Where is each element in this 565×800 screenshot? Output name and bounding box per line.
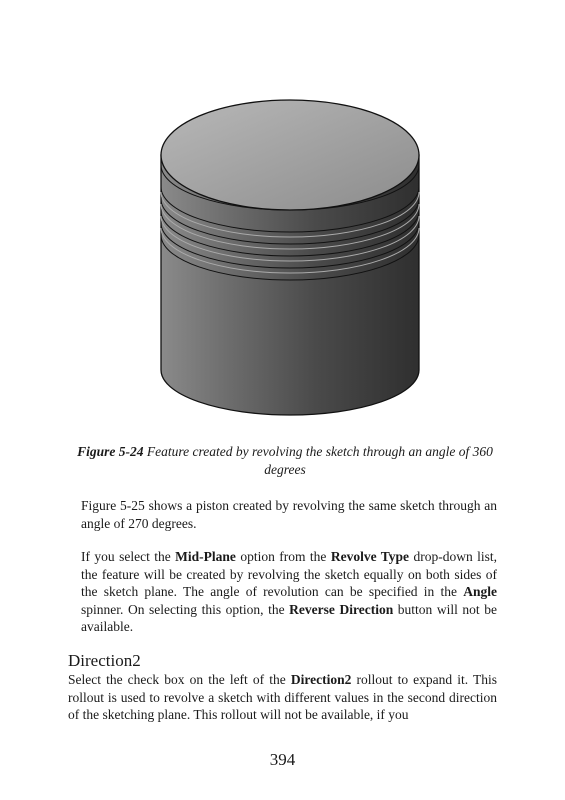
- text-run: spinner. On selecting this option, the: [81, 601, 290, 617]
- text-run: rollout to expand it. This rollout is used to revolve a sketch with different values in the second direction of the sketching plane. This rollout will not be available, if you: [68, 672, 497, 722]
- paragraph-mid-plane: [81, 548, 497, 636]
- term-revolve-type: Revolve Type: [330, 549, 410, 564]
- term-direction2: Direction2: [290, 672, 352, 687]
- piston-illustration: [155, 95, 425, 440]
- paragraph-direction2: [68, 671, 497, 724]
- text-run: option from the: [235, 549, 331, 564]
- term-mid-plane: Mid-Plane: [175, 549, 236, 564]
- figure-label: Figure 5-24: [77, 444, 144, 459]
- text-run: drop-down list, the feature will be created by revolving the sketch equally on both sides of the sketch plane. The angle of revolution can be specified in the: [81, 549, 497, 599]
- text-run: If you select the: [81, 549, 176, 564]
- figure-caption-text: Feature created by revolving the sketch through an angle of 360 degrees: [146, 444, 493, 477]
- piston-top-face: [161, 100, 419, 210]
- text-run: button will not be available.: [81, 601, 497, 634]
- term-reverse-direction: Reverse Direction: [289, 601, 394, 617]
- page-number: 394: [269, 750, 296, 769]
- term-angle: Angle: [463, 584, 497, 599]
- text-run: Select the check box on the left of the: [68, 672, 291, 687]
- section-heading-direction2: Direction2: [68, 651, 141, 670]
- piston-figure: [155, 95, 425, 440]
- paragraph-figure-reference: Figure 5-25 shows a piston created by revolving the same sketch through an angle of 270 degrees.: [81, 498, 497, 531]
- figure-caption: [70, 443, 500, 479]
